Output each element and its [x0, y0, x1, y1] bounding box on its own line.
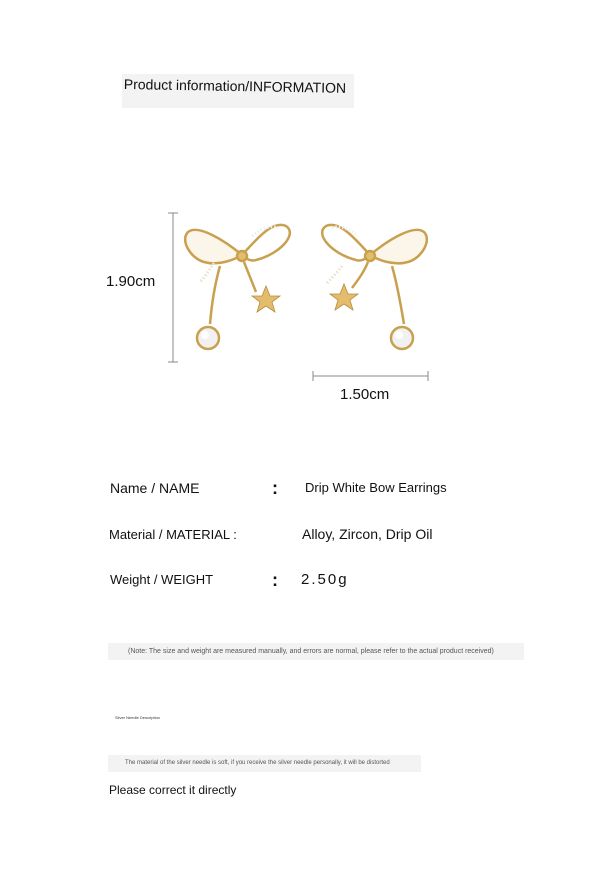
height-dimension-bar — [168, 213, 178, 362]
spec-name-colon: : — [272, 478, 278, 498]
page-title: Product information/INFORMATION — [123, 76, 347, 96]
height-dimension-label: 1.90cm — [106, 273, 156, 290]
left-zircon — [197, 327, 219, 349]
spec-weight-label: Weight / WEIGHT — [110, 572, 214, 587]
right-earring — [322, 225, 427, 324]
width-dimension-bar — [313, 371, 428, 381]
spec-weight-value: 2.50g — [301, 571, 349, 588]
measurement-note: (Note: The size and weight are measured manually, and errors are normal, please refer to the actual product received) — [128, 648, 494, 655]
spec-name-value: Drip White Bow Earrings — [305, 480, 447, 495]
spec-weight-colon: : — [272, 570, 278, 590]
right-star — [330, 284, 358, 310]
silver-needle-title: Silver Needle Description — [115, 715, 160, 720]
bow-earrings-image — [160, 200, 450, 385]
silver-needle-text: The material of the silver needle is soft, if you receive the silver needle personally, it will be distorted — [125, 760, 390, 766]
spec-material-label: Material / MATERIAL : — [109, 527, 237, 542]
spec-name-label: Name / NAME — [110, 480, 200, 496]
spec-material-value: Alloy, Zircon, Drip Oil — [302, 526, 433, 542]
right-zircon — [391, 327, 413, 349]
footer-text: Please correct it directly — [109, 783, 237, 797]
width-dimension-label: 1.50cm — [340, 386, 390, 403]
